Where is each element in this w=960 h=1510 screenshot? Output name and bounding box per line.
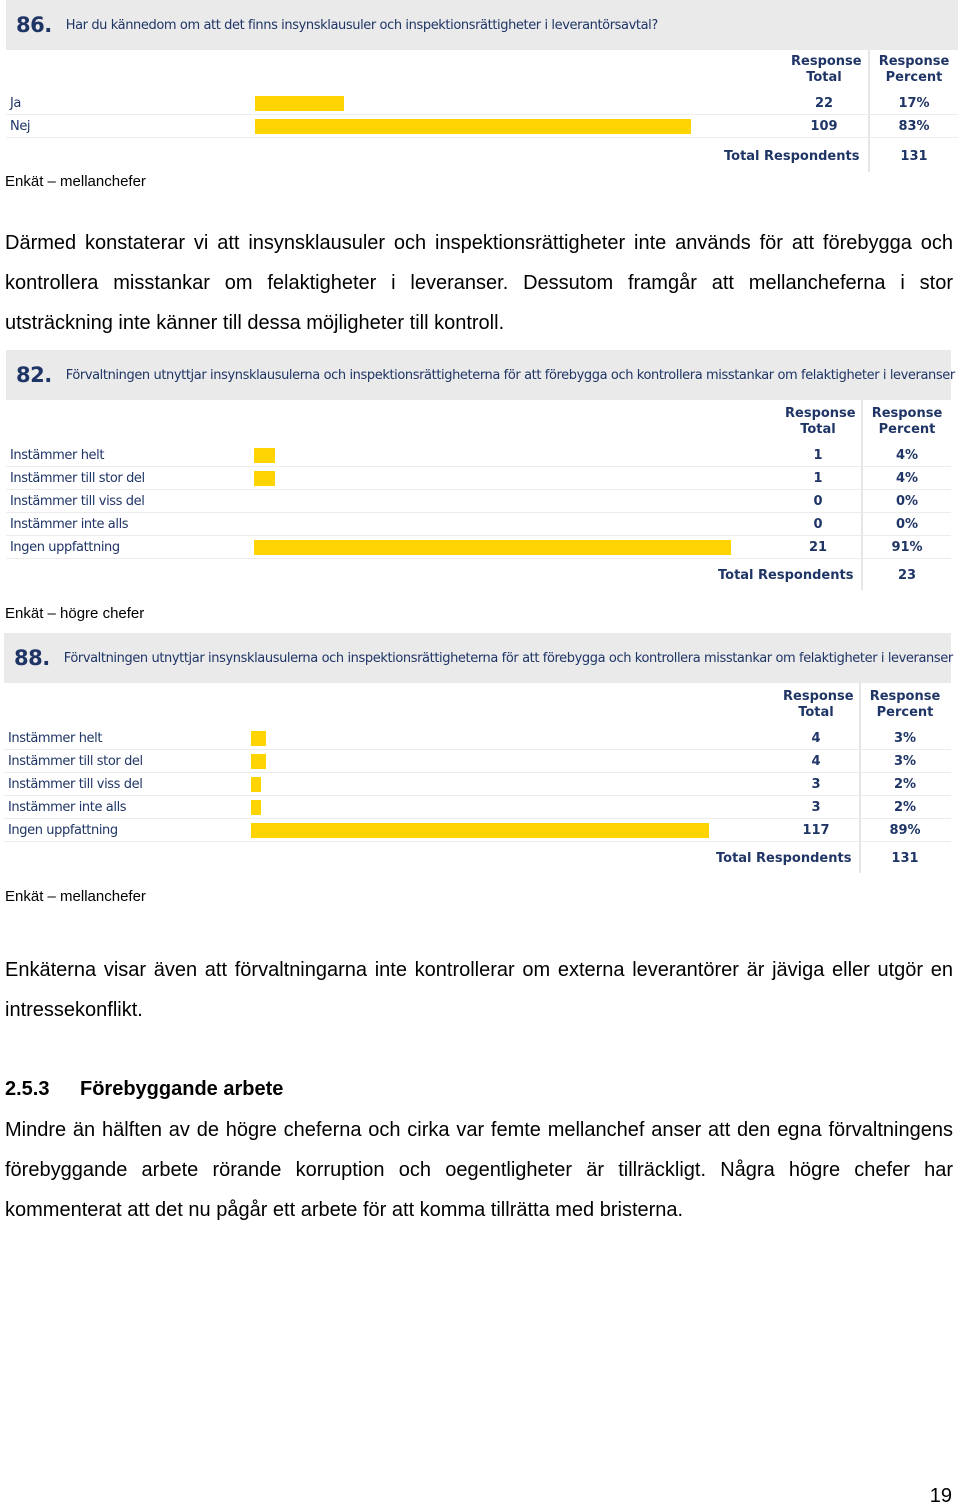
total-respondents-label: Total Respondents — [718, 568, 854, 583]
column-header-percent: Response Percent — [869, 689, 941, 720]
table-row — [6, 467, 951, 490]
total-respondents-label: Total Respondents — [716, 851, 852, 866]
bar — [251, 800, 261, 815]
bar — [255, 119, 691, 134]
table-row — [6, 513, 951, 536]
response-percent: 2% — [893, 800, 917, 815]
total-respondents-row — [4, 849, 951, 869]
response-total: 22 — [814, 96, 834, 111]
response-total: 21 — [808, 540, 828, 555]
paragraph: Därmed konstaterar vi att insynsklausuler och inspektionsrättigheter inte används för att förebygga och kontrollera misstankar om felaktigheter i leveranser. Dessutom framgår att mellancheferna i stor utsträckning inte känner till dessa möjligheter till kontroll. — [5, 232, 953, 334]
total-respondents-label: Total Respondents — [724, 149, 860, 164]
bar — [255, 96, 344, 111]
response-total: 3 — [811, 777, 821, 792]
question-number: 86. — [16, 13, 52, 37]
table-row — [6, 115, 958, 138]
bar — [254, 471, 275, 486]
survey-caption: Enkät – mellanchefer — [5, 173, 146, 190]
response-total: 1 — [813, 448, 823, 463]
survey-chart-86 — [6, 0, 958, 172]
table-row — [6, 92, 958, 115]
row-label: Ingen uppfattning — [8, 823, 118, 838]
response-total: 1 — [813, 471, 823, 486]
response-percent: 0% — [895, 517, 919, 532]
row-label: Nej — [10, 119, 31, 134]
response-total: 0 — [813, 517, 823, 532]
row-label: Instämmer till stor del — [8, 754, 143, 769]
table-row — [4, 750, 951, 773]
table-row — [6, 444, 951, 467]
survey-body — [6, 400, 951, 590]
row-label: Instämmer helt — [10, 448, 105, 463]
question-number: 88. — [14, 646, 50, 670]
paragraph: Mindre än hälften av de högre cheferna och cirka var femte mellanchef anser att den egna förvaltningens förebyggande arbete rörande korruption och oegentligheter är tillräckligt. Några högre chefer har kommenterat att det nu pågår ett arbete för att komma tillrätta med bristerna. — [5, 1119, 953, 1221]
bar — [254, 448, 275, 463]
response-percent: 3% — [893, 754, 917, 769]
survey-chart-88 — [4, 633, 951, 873]
column-header-percent: Response Percent — [878, 54, 950, 85]
row-label: Ja — [10, 96, 22, 111]
response-percent: 4% — [895, 448, 919, 463]
total-respondents-value: 131 — [900, 149, 928, 164]
bar — [254, 540, 731, 555]
response-percent: 89% — [889, 823, 921, 838]
survey-header — [6, 350, 955, 400]
row-label: Ingen uppfattning — [10, 540, 120, 555]
row-label: Instämmer inte alls — [10, 517, 129, 532]
total-respondents-value: 131 — [891, 851, 919, 866]
response-percent: 3% — [893, 731, 917, 746]
question-text: Förvaltningen utnyttjar insynsklausulerna och inspektionsrättigheterna för att förebygga och kontrollera misstankar om felaktigheter i leveranser — [65, 367, 955, 383]
bar — [251, 823, 709, 838]
table-row — [6, 536, 951, 559]
bar — [251, 731, 266, 746]
survey-caption: Enkät – högre chefer — [5, 605, 145, 622]
table-row — [4, 727, 951, 750]
bar — [251, 754, 266, 769]
response-percent: 4% — [895, 471, 919, 486]
column-header-total: Response Total — [783, 689, 854, 720]
row-label: Instämmer helt — [8, 731, 103, 746]
survey-header — [6, 0, 958, 50]
row-label: Instämmer inte alls — [8, 800, 127, 815]
response-percent: 83% — [898, 119, 930, 134]
column-header-total: Response Total — [785, 406, 856, 437]
question-number: 82. — [16, 363, 52, 387]
section-number: 2.5.3 — [5, 1078, 50, 1100]
response-total: 117 — [802, 823, 830, 838]
response-total: 0 — [813, 494, 823, 509]
question-text: Har du kännedom om att det finns insynsklausuler och inspektionsrättigheter i leverantörsavtal? — [65, 17, 658, 33]
response-total: 4 — [811, 754, 821, 769]
table-row — [4, 796, 951, 819]
table-row — [4, 773, 951, 796]
response-total: 4 — [811, 731, 821, 746]
section-title: Förebyggande arbete — [80, 1078, 284, 1100]
survey-caption: Enkät – mellanchefer — [5, 888, 146, 905]
survey-header — [4, 633, 951, 683]
row-label: Instämmer till stor del — [10, 471, 145, 486]
response-percent: 2% — [893, 777, 917, 792]
response-percent: 17% — [898, 96, 930, 111]
column-header-percent: Response Percent — [871, 406, 943, 437]
row-label: Instämmer till viss del — [8, 777, 143, 792]
total-respondents-row — [6, 566, 951, 586]
table-row — [4, 819, 951, 842]
question-text: Förvaltningen utnyttjar insynsklausulerna och inspektionsrättigheterna för att förebygga och kontrollera misstankar om felaktigheter i leveranser — [63, 650, 953, 666]
row-label: Instämmer till viss del — [10, 494, 145, 509]
column-header-total: Response Total — [791, 54, 862, 85]
response-total: 3 — [811, 800, 821, 815]
total-respondents-row — [6, 147, 958, 167]
page-number: 19 — [929, 1485, 952, 1507]
survey-body — [6, 50, 958, 172]
table-row — [6, 490, 951, 513]
response-total: 109 — [810, 119, 838, 134]
total-respondents-value: 23 — [897, 568, 917, 583]
response-percent: 91% — [891, 540, 923, 555]
survey-chart-82 — [6, 350, 955, 590]
survey-body — [4, 683, 951, 873]
section-heading — [5, 1078, 283, 1101]
paragraph: Enkäterna visar även att förvaltningarna inte kontrollerar om externa leverantörer är jäviga eller utgör en intressekonflikt. — [5, 959, 953, 1021]
response-percent: 0% — [895, 494, 919, 509]
bar — [251, 777, 261, 792]
